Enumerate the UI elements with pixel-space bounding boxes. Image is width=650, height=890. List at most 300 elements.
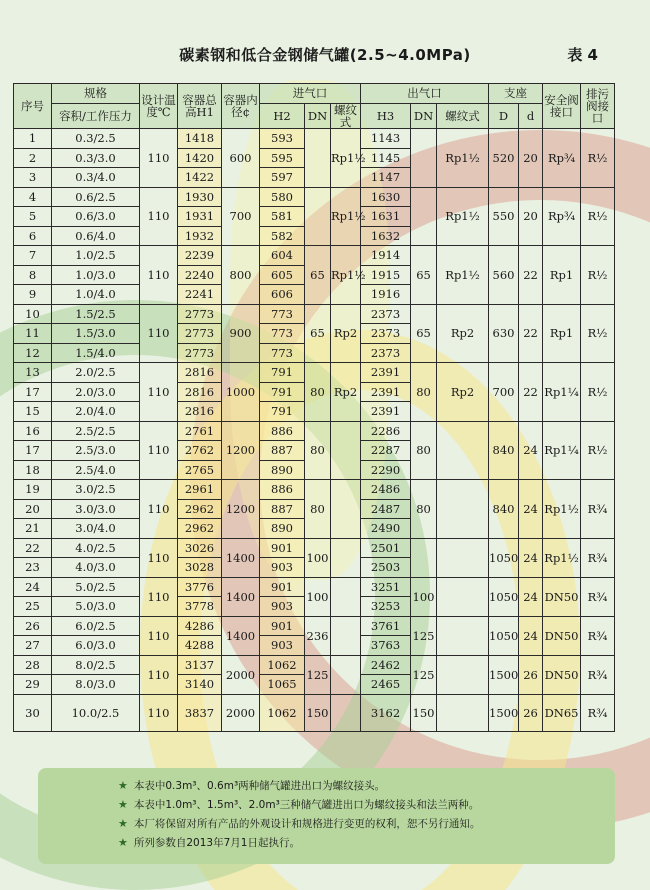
- cell-inlet-dn: [305, 129, 331, 188]
- cell-drain: R¾: [581, 538, 615, 577]
- cell-h3: 3763: [361, 636, 411, 656]
- cell-seq: 8: [14, 265, 52, 285]
- table-row: [14, 577, 615, 597]
- cell-temp: 110: [140, 616, 178, 655]
- cell-safety: Rp1: [543, 304, 581, 363]
- cell-height: 1418: [178, 129, 222, 149]
- cell-outlet-dn: 150: [411, 694, 437, 731]
- cell-h2: 903: [260, 558, 305, 578]
- cell-drain: R½: [581, 129, 615, 188]
- cell-safety: DN50: [543, 616, 581, 655]
- cell-outlet-thread: Rp1½: [437, 129, 489, 188]
- note-text: 所列参数自2013年7月1日起执行。: [133, 837, 300, 849]
- cell-drain: R¾: [581, 616, 615, 655]
- cell-seq: 25: [14, 597, 52, 617]
- star-icon: ★: [118, 836, 128, 849]
- cell-spec: 3.0/2.5: [52, 480, 140, 500]
- cell-seq: 5: [14, 207, 52, 227]
- cell-inlet-thread: [331, 616, 361, 655]
- cell-height: 4286: [178, 616, 222, 636]
- spec-table: [13, 83, 615, 732]
- cell-height: 3778: [178, 597, 222, 617]
- cell-drain: R¾: [581, 577, 615, 616]
- cell-h3: 2286: [361, 421, 411, 441]
- cell-outlet-thread: [437, 616, 489, 655]
- cell-spec: 2.0/4.0: [52, 402, 140, 422]
- cell-outlet-thread: [437, 694, 489, 731]
- table-row: [14, 246, 615, 266]
- cell-height: 2240: [178, 265, 222, 285]
- header-outlet-thread: 螺纹式: [437, 104, 489, 129]
- cell-safety: Rp1½: [543, 480, 581, 539]
- cell-support-D: 560: [489, 246, 519, 305]
- cell-outlet-thread: [437, 577, 489, 616]
- cell-h3: 2290: [361, 460, 411, 480]
- cell-h2: 901: [260, 616, 305, 636]
- cell-support-D: 840: [489, 480, 519, 539]
- cell-outlet-dn: 100: [411, 577, 437, 616]
- cell-temp: 110: [140, 246, 178, 305]
- cell-temp: 110: [140, 421, 178, 480]
- table-row: [14, 480, 615, 500]
- cell-seq: 2: [14, 148, 52, 168]
- cell-inlet-thread: Rp1½: [331, 246, 361, 305]
- cell-height: 2241: [178, 285, 222, 305]
- cell-temp: 110: [140, 577, 178, 616]
- cell-seq: 6: [14, 226, 52, 246]
- cell-support-D: 1050: [489, 538, 519, 577]
- cell-h2: 887: [260, 441, 305, 461]
- cell-seq: 26: [14, 616, 52, 636]
- table-header: [14, 84, 615, 129]
- cell-spec: 0.3/2.5: [52, 129, 140, 149]
- cell-spec: 10.0/2.5: [52, 694, 140, 731]
- page-title: 碳素钢和低合金钢储气罐(2.5~4.0MPa): [179, 46, 471, 64]
- header-h2: H2: [260, 104, 305, 129]
- cell-spec: 3.0/4.0: [52, 519, 140, 539]
- cell-h3: 2287: [361, 441, 411, 461]
- header-drain: 排污阀接口: [581, 84, 615, 129]
- cell-inlet-dn: 125: [305, 655, 331, 694]
- cell-safety: DN65: [543, 694, 581, 731]
- cell-seq: 22: [14, 538, 52, 558]
- cell-seq: 28: [14, 655, 52, 675]
- cell-spec: 0.6/3.0: [52, 207, 140, 227]
- header-outlet: 出气口: [361, 84, 489, 104]
- cell-spec: 2.0/2.5: [52, 363, 140, 383]
- cell-h3: 1632: [361, 226, 411, 246]
- table-row: [14, 616, 615, 636]
- cell-drain: R½: [581, 187, 615, 246]
- cell-diameter: 1400: [222, 577, 260, 616]
- cell-seq: 23: [14, 558, 52, 578]
- cell-h3: 2503: [361, 558, 411, 578]
- cell-diameter: 1000: [222, 363, 260, 422]
- cell-outlet-thread: [437, 538, 489, 577]
- cell-h2: 901: [260, 577, 305, 597]
- table-row: [14, 129, 615, 149]
- cell-h3: 3253: [361, 597, 411, 617]
- cell-drain: R½: [581, 421, 615, 480]
- cell-diameter: 900: [222, 304, 260, 363]
- header-temp: 设计温度℃: [140, 84, 178, 129]
- cell-spec: 0.3/3.0: [52, 148, 140, 168]
- cell-height: 2239: [178, 246, 222, 266]
- note-text: 本表中1.0m³、1.5m³、2.0m³三种储气罐进出口为螺纹接头和法兰两种。: [133, 799, 480, 811]
- cell-height: 1932: [178, 226, 222, 246]
- cell-support-D: 1050: [489, 577, 519, 616]
- cell-support-d: 26: [519, 694, 543, 731]
- cell-temp: 110: [140, 129, 178, 188]
- cell-outlet-dn: [411, 187, 437, 246]
- cell-outlet-dn: 65: [411, 304, 437, 363]
- header-spec-sub: 容积/工作压力: [52, 104, 140, 129]
- cell-support-d: 20: [519, 187, 543, 246]
- cell-seq: 29: [14, 675, 52, 695]
- header-h3: H3: [361, 104, 411, 129]
- table-row: [14, 363, 615, 383]
- header-inlet: 进气口: [260, 84, 361, 104]
- table-row: [14, 187, 615, 207]
- cell-spec: 6.0/2.5: [52, 616, 140, 636]
- cell-h3: 3162: [361, 694, 411, 731]
- cell-h2: 791: [260, 382, 305, 402]
- cell-outlet-thread: Rp1½: [437, 187, 489, 246]
- cell-temp: 110: [140, 694, 178, 731]
- cell-h2: 604: [260, 246, 305, 266]
- star-icon: ★: [118, 798, 128, 811]
- cell-h3: 2501: [361, 538, 411, 558]
- cell-outlet-thread: [437, 480, 489, 539]
- cell-seq: 15: [14, 402, 52, 422]
- cell-h2: 597: [260, 168, 305, 188]
- cell-inlet-thread: Rp2: [331, 304, 361, 363]
- cell-h3: 2373: [361, 304, 411, 324]
- cell-support-D: 840: [489, 421, 519, 480]
- cell-support-d: 26: [519, 655, 543, 694]
- cell-diameter: 1200: [222, 480, 260, 539]
- table-row: [14, 694, 615, 731]
- cell-inlet-dn: 100: [305, 577, 331, 616]
- header-support-D: D: [489, 104, 519, 129]
- cell-outlet-dn: 65: [411, 246, 437, 305]
- header-safety: 安全阀接口: [543, 84, 581, 129]
- cell-height: 1422: [178, 168, 222, 188]
- cell-h2: 901: [260, 538, 305, 558]
- cell-inlet-thread: Rp1½: [331, 129, 361, 188]
- cell-inlet-dn: 100: [305, 538, 331, 577]
- cell-support-D: 520: [489, 129, 519, 188]
- cell-height: 2761: [178, 421, 222, 441]
- cell-support-D: 1500: [489, 694, 519, 731]
- page-header: [0, 44, 650, 70]
- cell-temp: 110: [140, 538, 178, 577]
- cell-diameter: 2000: [222, 655, 260, 694]
- cell-support-d: 22: [519, 363, 543, 422]
- header-inlet-thread: 螺纹式: [331, 104, 361, 129]
- cell-outlet-dn: [411, 538, 437, 577]
- cell-h2: 890: [260, 519, 305, 539]
- cell-spec: 2.5/4.0: [52, 460, 140, 480]
- table-row: [14, 655, 615, 675]
- cell-spec: 1.5/3.0: [52, 324, 140, 344]
- cell-seq: 19: [14, 480, 52, 500]
- cell-outlet-dn: 80: [411, 421, 437, 480]
- cell-h3: 2373: [361, 343, 411, 363]
- cell-h3: 1630: [361, 187, 411, 207]
- cell-inlet-dn: 236: [305, 616, 331, 655]
- cell-height: 2961: [178, 480, 222, 500]
- cell-support-d: 24: [519, 421, 543, 480]
- cell-drain: R¾: [581, 480, 615, 539]
- header-diameter: 容器内径¢: [222, 84, 260, 129]
- cell-height: 2773: [178, 343, 222, 363]
- table-row: [14, 538, 615, 558]
- cell-inlet-thread: [331, 694, 361, 731]
- cell-support-d: 20: [519, 129, 543, 188]
- cell-inlet-thread: [331, 421, 361, 480]
- cell-h2: 773: [260, 343, 305, 363]
- cell-seq: 21: [14, 519, 52, 539]
- cell-spec: 5.0/3.0: [52, 597, 140, 617]
- cell-h2: 582: [260, 226, 305, 246]
- cell-seq: 1: [14, 129, 52, 149]
- cell-temp: 110: [140, 363, 178, 422]
- cell-spec: 0.3/4.0: [52, 168, 140, 188]
- cell-spec: 8.0/3.0: [52, 675, 140, 695]
- cell-seq: 9: [14, 285, 52, 305]
- table-row: [14, 304, 615, 324]
- cell-drain: R¾: [581, 655, 615, 694]
- cell-outlet-thread: Rp2: [437, 363, 489, 422]
- cell-temp: 110: [140, 304, 178, 363]
- cell-spec: 0.6/4.0: [52, 226, 140, 246]
- cell-inlet-thread: Rp2: [331, 363, 361, 422]
- cell-inlet-thread: Rp1½: [331, 187, 361, 246]
- cell-inlet-dn: 65: [305, 246, 331, 305]
- cell-spec: 4.0/3.0: [52, 558, 140, 578]
- cell-height: 3837: [178, 694, 222, 731]
- cell-inlet-thread: [331, 538, 361, 577]
- cell-safety: Rp1: [543, 246, 581, 305]
- cell-diameter: 1400: [222, 616, 260, 655]
- cell-height: 1420: [178, 148, 222, 168]
- cell-safety: Rp1½: [543, 538, 581, 577]
- cell-h2: 581: [260, 207, 305, 227]
- cell-h3: 1147: [361, 168, 411, 188]
- cell-safety: Rp1¼: [543, 421, 581, 480]
- cell-drain: R¾: [581, 694, 615, 731]
- cell-outlet-thread: Rp2: [437, 304, 489, 363]
- cell-seq: 16: [14, 421, 52, 441]
- note-item: [118, 795, 615, 814]
- header-support: 支座: [489, 84, 543, 104]
- cell-support-D: 1500: [489, 655, 519, 694]
- cell-h3: 3761: [361, 616, 411, 636]
- cell-seq: 12: [14, 343, 52, 363]
- cell-h3: 1914: [361, 246, 411, 266]
- cell-inlet-dn: 65: [305, 304, 331, 363]
- cell-support-d: 24: [519, 480, 543, 539]
- cell-h2: 605: [260, 265, 305, 285]
- note-item: [118, 814, 615, 833]
- cell-diameter: 2000: [222, 694, 260, 731]
- cell-height: 1930: [178, 187, 222, 207]
- cell-diameter: 600: [222, 129, 260, 188]
- cell-h2: 886: [260, 480, 305, 500]
- cell-drain: R½: [581, 304, 615, 363]
- cell-support-d: 22: [519, 304, 543, 363]
- cell-support-d: 24: [519, 577, 543, 616]
- cell-outlet-thread: Rp1½: [437, 246, 489, 305]
- cell-h2: 595: [260, 148, 305, 168]
- cell-h2: 887: [260, 499, 305, 519]
- cell-h2: 791: [260, 363, 305, 383]
- cell-h3: 2373: [361, 324, 411, 344]
- cell-h3: 1915: [361, 265, 411, 285]
- cell-seq: 18: [14, 460, 52, 480]
- cell-seq: 17: [14, 382, 52, 402]
- cell-h3: 2486: [361, 480, 411, 500]
- cell-seq: 24: [14, 577, 52, 597]
- cell-inlet-dn: 80: [305, 421, 331, 480]
- cell-h2: 903: [260, 597, 305, 617]
- star-icon: ★: [118, 779, 128, 792]
- cell-inlet-dn: 80: [305, 363, 331, 422]
- cell-outlet-thread: [437, 421, 489, 480]
- note-item: [118, 833, 615, 852]
- cell-h2: 791: [260, 402, 305, 422]
- cell-temp: 110: [140, 187, 178, 246]
- cell-outlet-dn: 80: [411, 363, 437, 422]
- cell-height: 2816: [178, 363, 222, 383]
- cell-h2: 773: [260, 304, 305, 324]
- cell-outlet-dn: 80: [411, 480, 437, 539]
- cell-safety: Rp¾: [543, 187, 581, 246]
- cell-height: 2962: [178, 519, 222, 539]
- cell-h2: 593: [260, 129, 305, 149]
- cell-spec: 1.5/4.0: [52, 343, 140, 363]
- cell-height: 2816: [178, 402, 222, 422]
- cell-diameter: 700: [222, 187, 260, 246]
- cell-spec: 2.5/2.5: [52, 421, 140, 441]
- cell-support-D: 1050: [489, 616, 519, 655]
- table-number: 表 4: [567, 46, 598, 64]
- cell-outlet-thread: [437, 655, 489, 694]
- cell-spec: 0.6/2.5: [52, 187, 140, 207]
- cell-support-d: 24: [519, 616, 543, 655]
- cell-height: 2773: [178, 304, 222, 324]
- cell-height: 3140: [178, 675, 222, 695]
- header-support-d: d: [519, 104, 543, 129]
- cell-h3: 1631: [361, 207, 411, 227]
- cell-spec: 2.0/3.0: [52, 382, 140, 402]
- cell-support-D: 700: [489, 363, 519, 422]
- cell-spec: 1.0/4.0: [52, 285, 140, 305]
- cell-h3: 2391: [361, 363, 411, 383]
- cell-spec: 1.5/2.5: [52, 304, 140, 324]
- cell-seq: 11: [14, 324, 52, 344]
- cell-h3: 2490: [361, 519, 411, 539]
- header-height: 容器总高H1: [178, 84, 222, 129]
- cell-h3: 1145: [361, 148, 411, 168]
- cell-seq: 30: [14, 694, 52, 731]
- cell-h2: 886: [260, 421, 305, 441]
- header-inlet-dn: DN: [305, 104, 331, 129]
- cell-height: 2773: [178, 324, 222, 344]
- cell-outlet-dn: 125: [411, 616, 437, 655]
- cell-outlet-dn: 125: [411, 655, 437, 694]
- cell-h3: 3251: [361, 577, 411, 597]
- cell-height: 1931: [178, 207, 222, 227]
- cell-h3: 1916: [361, 285, 411, 305]
- cell-inlet-dn: 80: [305, 480, 331, 539]
- cell-h3: 2462: [361, 655, 411, 675]
- cell-h2: 606: [260, 285, 305, 305]
- cell-inlet-dn: [305, 187, 331, 246]
- cell-height: 3028: [178, 558, 222, 578]
- cell-h2: 903: [260, 636, 305, 656]
- cell-safety: DN50: [543, 655, 581, 694]
- cell-inlet-thread: [331, 577, 361, 616]
- cell-spec: 4.0/2.5: [52, 538, 140, 558]
- cell-safety: DN50: [543, 577, 581, 616]
- notes-box: [38, 768, 615, 864]
- cell-safety: Rp¾: [543, 129, 581, 188]
- cell-h3: 1143: [361, 129, 411, 149]
- cell-spec: 3.0/3.0: [52, 499, 140, 519]
- cell-seq: 17: [14, 441, 52, 461]
- header-spec: 规格: [52, 84, 140, 104]
- star-icon: ★: [118, 817, 128, 830]
- cell-diameter: 1200: [222, 421, 260, 480]
- cell-height: 2816: [178, 382, 222, 402]
- cell-outlet-dn: [411, 129, 437, 188]
- cell-seq: 10: [14, 304, 52, 324]
- cell-spec: 6.0/3.0: [52, 636, 140, 656]
- header-outlet-dn: DN: [411, 104, 437, 129]
- cell-height: 4288: [178, 636, 222, 656]
- cell-spec: 1.0/2.5: [52, 246, 140, 266]
- cell-diameter: 1400: [222, 538, 260, 577]
- cell-seq: 13: [14, 363, 52, 383]
- cell-h2: 1062: [260, 694, 305, 731]
- cell-support-D: 550: [489, 187, 519, 246]
- cell-h2: 580: [260, 187, 305, 207]
- note-item: [118, 776, 615, 795]
- cell-diameter: 800: [222, 246, 260, 305]
- header-seq: 序号: [14, 84, 52, 129]
- cell-safety: Rp1¼: [543, 363, 581, 422]
- cell-inlet-thread: [331, 655, 361, 694]
- cell-h3: 2465: [361, 675, 411, 695]
- cell-spec: 5.0/2.5: [52, 577, 140, 597]
- cell-temp: 110: [140, 480, 178, 539]
- cell-height: 3776: [178, 577, 222, 597]
- cell-support-d: 24: [519, 538, 543, 577]
- note-text: 本厂将保留对所有产品的外观设计和规格进行变更的权利，恕不另行通知。: [133, 818, 481, 830]
- cell-height: 2962: [178, 499, 222, 519]
- cell-spec: 1.0/3.0: [52, 265, 140, 285]
- cell-seq: 4: [14, 187, 52, 207]
- cell-seq: 27: [14, 636, 52, 656]
- cell-h3: 2391: [361, 382, 411, 402]
- cell-h3: 2391: [361, 402, 411, 422]
- cell-h2: 890: [260, 460, 305, 480]
- cell-seq: 7: [14, 246, 52, 266]
- cell-inlet-thread: [331, 480, 361, 539]
- cell-h2: 1065: [260, 675, 305, 695]
